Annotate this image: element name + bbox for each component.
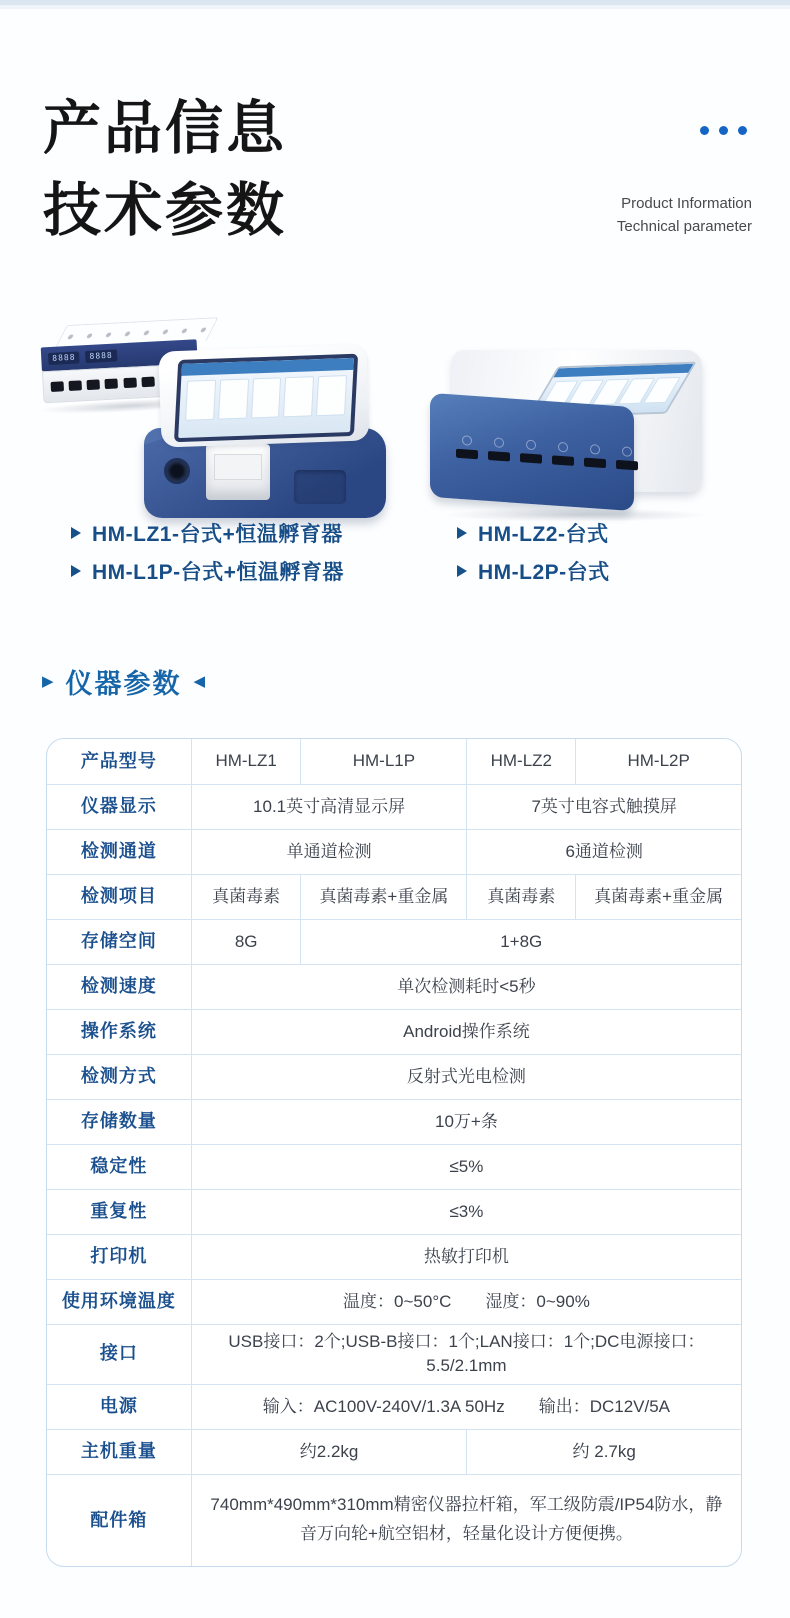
- spec-value-cell: 6通道检测: [467, 829, 741, 874]
- spec-table: [46, 738, 742, 1567]
- analyzer2-device-image: [430, 350, 710, 515]
- table-row: [47, 1324, 741, 1384]
- table-row: [47, 874, 741, 919]
- spec-label-cell: 检测速度: [47, 964, 191, 1009]
- table-row: [47, 829, 741, 874]
- incubator-slot: [87, 379, 101, 390]
- screen-tile: [316, 375, 347, 416]
- model-label: HM-L2P-台式: [478, 561, 610, 584]
- spec-label-cell: 仪器显示: [47, 784, 191, 829]
- slot-number-icon: [494, 437, 504, 448]
- incubator-slot: [123, 377, 137, 388]
- table-row: [47, 1189, 741, 1234]
- product-image-right: [422, 344, 752, 522]
- card-slot: [488, 451, 510, 462]
- incubator-slot: [69, 380, 83, 391]
- subtitle-line1: Product Information: [621, 195, 752, 212]
- spec-value-cell: 输入：AC100V-240V/1.3A 50Hz 输出：DC12V/5A: [191, 1384, 741, 1429]
- dot-icon: [700, 126, 709, 135]
- analyzer-touchscreen: [174, 354, 358, 442]
- dot-icon: [719, 126, 728, 135]
- spec-label-cell: 存储空间: [47, 919, 191, 964]
- spec-label-cell: 稳定性: [47, 1144, 191, 1189]
- table-row: [47, 1429, 741, 1474]
- incubator-slot: [51, 381, 65, 392]
- analyzer2-front-panel: [430, 393, 634, 511]
- table-row: [47, 739, 741, 784]
- spec-label-cell: 产品型号: [80, 750, 157, 771]
- spec-value-cell: ≤5%: [191, 1144, 741, 1189]
- incubator-digits: 8888: [85, 349, 117, 363]
- card-slot: [552, 455, 574, 466]
- slot-cell: [488, 437, 510, 462]
- page-subtitle-en: [617, 192, 752, 238]
- spec-label-cell: 使用环境温度: [47, 1279, 191, 1324]
- section-title: 仪器参数: [65, 669, 182, 699]
- spec-value-cell: Android操作系统: [191, 1009, 741, 1054]
- incubator-digits: 8888: [48, 351, 80, 365]
- list-item: [71, 521, 344, 545]
- spec-value-cell: 真菌毒素: [467, 874, 576, 919]
- spec-value-cell: HM-L2P: [576, 739, 741, 784]
- section-header: [42, 662, 205, 701]
- spec-value-cell: 真菌毒素+重金属: [301, 874, 467, 919]
- spec-label-cell: 存储数量: [47, 1099, 191, 1144]
- spec-label-cell: 打印机: [47, 1234, 191, 1279]
- spec-label-cell: 检测方式: [47, 1054, 191, 1099]
- card-slot: [520, 453, 542, 464]
- screen-tile: [251, 377, 282, 418]
- spec-value-cell: HM-L1P: [301, 739, 467, 784]
- slot-number-icon: [590, 444, 600, 455]
- slot-number-icon: [622, 446, 632, 457]
- card-slot: [456, 449, 478, 460]
- triangle-left-icon: ◀: [193, 673, 206, 690]
- spec-value-cell: HM-LZ2: [467, 739, 576, 784]
- table-row: [47, 1054, 741, 1099]
- spec-label-cell: 检测项目: [47, 874, 191, 919]
- page-title-line1: 产品信息: [43, 96, 288, 161]
- slot-cell: [520, 439, 542, 464]
- triangle-bullet-icon: [71, 565, 81, 577]
- spec-label-cell: 重复性: [47, 1189, 191, 1234]
- spec-value-cell: ≤3%: [191, 1189, 741, 1234]
- spec-label-cell: 检测通道: [47, 829, 191, 874]
- analyzer-printer-door: [206, 444, 270, 500]
- spec-label-cell: 操作系统: [47, 1009, 191, 1054]
- list-item: [71, 559, 344, 583]
- spec-value-cell: USB接口：2个;USB-B接口：1个;LAN接口：1个;DC电源接口：5.5/2.1mm: [191, 1324, 741, 1384]
- screen-tile: [218, 379, 249, 420]
- ellipsis-dots-icon: [700, 126, 747, 135]
- slot-number-icon: [526, 440, 536, 451]
- spec-label-cell: 电源: [47, 1384, 191, 1429]
- model-list-left: [71, 521, 344, 583]
- model-label: HM-L1P-台式+恒温孵育器: [92, 561, 344, 584]
- table-row: [47, 1099, 741, 1144]
- spec-value-cell: 约2.2kg: [191, 1429, 467, 1474]
- slot-cell: [552, 441, 574, 466]
- incubator-slot: [105, 378, 119, 389]
- list-item: [457, 521, 610, 545]
- triangle-bullet-icon: [71, 527, 81, 539]
- slot-cell: [584, 444, 606, 469]
- table-row: [47, 784, 741, 829]
- analyzer-hatch: [294, 470, 346, 504]
- card-slot: [616, 460, 638, 471]
- spec-value-cell: 热敏打印机: [191, 1234, 741, 1279]
- model-list-right: [457, 521, 610, 583]
- slot-cell: [456, 435, 478, 460]
- spec-value-cell: 8G: [191, 919, 301, 964]
- spec-value-cell: 10.1英寸高清显示屏: [191, 784, 467, 829]
- screen-tile: [185, 380, 216, 421]
- model-label: HM-LZ1-台式+恒温孵育器: [92, 523, 343, 546]
- dot-icon: [738, 126, 747, 135]
- spec-value-cell: 反射式光电检测: [191, 1054, 741, 1099]
- card-slot: [584, 458, 606, 469]
- screen-tiles: [179, 370, 354, 426]
- spec-value-cell: 单通道检测: [191, 829, 467, 874]
- page-title-line2: 技术参数: [43, 178, 288, 243]
- page-title: [43, 88, 463, 252]
- triangle-bullet-icon: [457, 565, 467, 577]
- table-row: [47, 1144, 741, 1189]
- table-row: [47, 1234, 741, 1279]
- table-row: [47, 1279, 741, 1324]
- spec-value-cell: 10万+条: [191, 1099, 741, 1144]
- slot-number-icon: [462, 435, 472, 446]
- spec-label-cell: 配件箱: [47, 1474, 191, 1566]
- table-row: [47, 1384, 741, 1429]
- subtitle-line2: Technical parameter: [616, 218, 752, 235]
- triangle-right-icon: ▶: [42, 673, 54, 690]
- product-image-left: [38, 300, 398, 518]
- spec-value-cell: 740mm*490mm*310mm精密仪器拉杆箱，军工级防震/IP54防水，静音万向轮+航空铝材，轻量化设计方便便携。: [191, 1474, 741, 1566]
- spec-value-cell: 单次检测耗时<5秒: [191, 964, 741, 1009]
- slot-cell: [616, 446, 638, 471]
- spec-value-cell: 7英寸电容式触摸屏: [467, 784, 741, 829]
- analyzer2-slot-row: [430, 393, 634, 470]
- analyzer-top-shell: [158, 344, 369, 447]
- table-row: [47, 964, 741, 1009]
- spec-value-cell: 真菌毒素: [191, 874, 301, 919]
- analyzer-port: [164, 458, 190, 484]
- list-item: [457, 559, 610, 583]
- table-row: [47, 919, 741, 964]
- top-accent-bar-light: [0, 5, 790, 9]
- table-row: [47, 1009, 741, 1054]
- spec-value-cell: HM-LZ1: [191, 739, 301, 784]
- screen-tile: [283, 376, 314, 417]
- spec-label-cell: 接口: [47, 1324, 191, 1384]
- slot-number-icon: [558, 442, 568, 453]
- spec-value-cell: 真菌毒素+重金属: [576, 874, 741, 919]
- triangle-bullet-icon: [457, 527, 467, 539]
- model-label: HM-LZ2-台式: [478, 523, 609, 546]
- spec-value-cell: 温度：0~50°C 湿度：0~90%: [191, 1279, 741, 1324]
- table-row: [47, 1474, 741, 1566]
- spec-value-cell: 约 2.7kg: [467, 1429, 741, 1474]
- spec-label-cell: 主机重量: [47, 1429, 191, 1474]
- analyzer-device-image: [144, 348, 386, 518]
- spec-value-cell: 1+8G: [301, 919, 741, 964]
